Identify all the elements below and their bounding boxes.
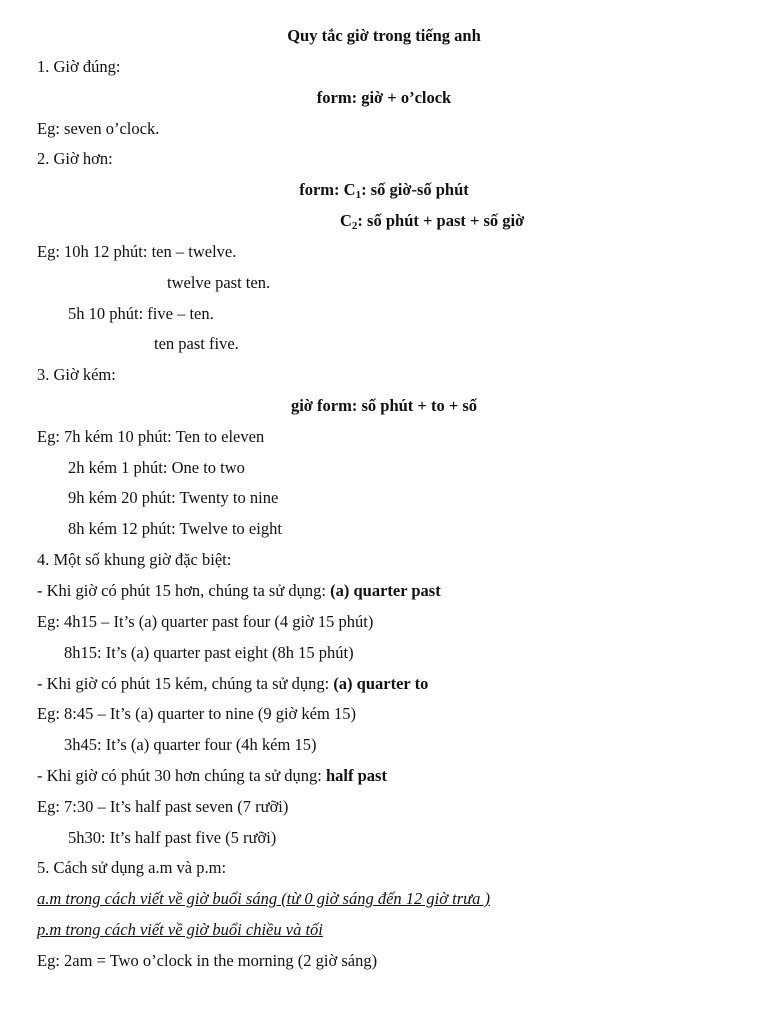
section-3-example-2: 2h kém 1 phút: One to two (68, 458, 245, 477)
section-4-rule-3: - Khi giờ có phút 30 hơn chúng ta sử dụng: half past (37, 766, 387, 785)
section-5-am-note: a.m trong cách viết về giờ buổi sáng (từ 0 giờ sáng đến 12 giờ trưa ) (37, 889, 491, 908)
section-1-example: Eg: seven o’clock. (37, 119, 160, 138)
section-4-rule-2-example-2: 3h45: It’s (a) quarter four (4h kém 15) (64, 735, 317, 754)
section-1-heading: 1. Giờ đúng: (37, 57, 121, 76)
section-2-example-2: 5h 10 phút: five – ten. (68, 304, 214, 323)
page-title: Quy tắc giờ trong tiếng anh (287, 26, 481, 45)
section-4-rule-3-example-2: 5h30: It’s half past five (5 rưỡi) (68, 828, 277, 847)
section-2-example-2-alt: ten past five. (154, 334, 239, 353)
section-4-rule-2-example-1: Eg: 8:45 – It’s (a) quarter to nine (9 giờ kém 15) (37, 704, 356, 723)
section-1-form: form: giờ + o’clock (316, 88, 452, 107)
section-5-pm-note: p.m trong cách viết về giờ buổi chiều và tối (37, 920, 323, 939)
section-4-heading: 4. Một số khung giờ đặc biệt: (37, 550, 232, 569)
section-3-example-4: 8h kém 12 phút: Twelve to eight (68, 519, 282, 538)
section-2-heading: 2. Giờ hơn: (37, 149, 113, 168)
section-4-rule-1-example-1: Eg: 4h15 – It’s (a) quarter past four (4 giờ 15 phút) (37, 612, 374, 631)
section-2-form-1: form: $C_1$: số giờ-số phút (299, 180, 469, 201)
section-5-example: Eg: 2am = Two o’clock in the morning (2 giờ sáng) (37, 951, 378, 970)
section-3-form: giờ form: số phút + to + số (290, 396, 478, 415)
section-5-heading: 5. Cách sử dụng a.m và p.m: (37, 858, 227, 877)
section-2-example-1-alt: twelve past ten. (167, 273, 271, 292)
section-2-example-1: Eg: 10h 12 phút: ten – twelve. (37, 242, 237, 261)
section-3-example-3: 9h kém 20 phút: Twenty to nine (68, 488, 279, 507)
section-2-form-2: $C_2$: số phút + past + số giờ (340, 211, 525, 232)
section-4-rule-1: - Khi giờ có phút 15 hơn, chúng ta sử dụng: (a) quarter past (37, 581, 441, 600)
section-4-rule-3-example-1: Eg: 7:30 – It’s half past seven (7 rưỡi) (37, 797, 289, 816)
section-4-rule-2: - Khi giờ có phút 15 kém, chúng ta sử dụng: (a) quarter to (37, 674, 429, 693)
section-4-rule-1-example-2: 8h15: It’s (a) quarter past eight (8h 15 phút) (64, 643, 354, 662)
section-3-example-1: Eg: 7h kém 10 phút: Ten to eleven (37, 427, 265, 446)
section-3-heading: 3. Giờ kém: (37, 365, 116, 384)
